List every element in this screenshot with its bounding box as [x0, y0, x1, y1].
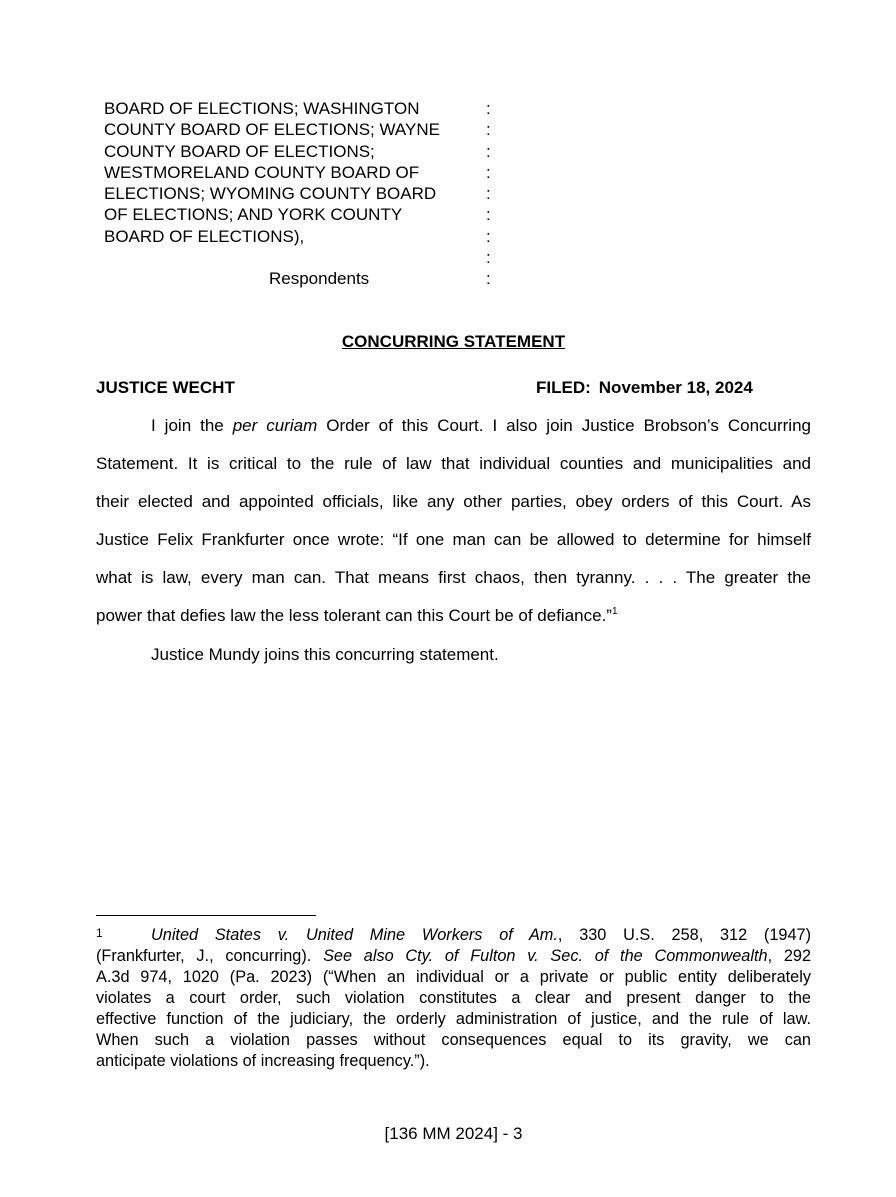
caption-colon-column	[486, 98, 491, 290]
footnote-text: , 292	[767, 947, 811, 965]
body-text: I join the	[151, 416, 233, 435]
footnote-case-name: United States v. United Mine Workers of Am.	[151, 926, 558, 944]
footnote-line: When such a violation passes without consequences equal to its gravity, we can	[96, 1031, 811, 1049]
footnote-text: (Frankfurter, J., concurring).	[96, 947, 324, 965]
body-line	[151, 415, 811, 436]
caption-colon: :	[486, 162, 491, 182]
caption-line: OF ELECTIONS; AND YORK COUNTY	[104, 205, 403, 225]
caption-colon: :	[486, 226, 491, 246]
caption-line: WESTMORELAND COUNTY BOARD OF	[104, 162, 420, 182]
footnote-number: 1	[96, 926, 103, 940]
footnote-line	[96, 946, 811, 967]
footnote-line: anticipate violations of increasing frequency.”).	[96, 1052, 430, 1070]
filed-date-value: November 18, 2024	[598, 378, 753, 397]
body-italic-text: per curiam	[232, 416, 318, 435]
caption-line: ELECTIONS; WYOMING COUNTY BOARD	[104, 184, 437, 204]
author-justice: JUSTICE WECHT	[96, 378, 235, 397]
caption-colon: :	[486, 99, 491, 118]
body-line: Justice Mundy joins this concurring statement.	[151, 645, 499, 664]
body-line	[96, 605, 618, 626]
footnote-citation: , 330 U.S. 258, 312 (1947)	[557, 926, 811, 944]
caption-colon: :	[486, 184, 491, 204]
caption-colon: :	[486, 248, 491, 268]
footnote-line: A.3d 974, 1020 (Pa. 2023) (“When an individual or a private or public entity deliberately	[96, 968, 811, 986]
caption-line: COUNTY BOARD OF ELECTIONS; WAYNE	[104, 120, 440, 140]
caption-colon: :	[486, 141, 491, 161]
body-line: their elected and appointed officials, like any other parties, obey orders of this Court. As	[96, 492, 811, 511]
caption-colon: :	[486, 205, 491, 225]
filed-date	[536, 377, 753, 398]
body-line: Justice Felix Frankfurter once wrote: “If one man can be allowed to determine for himself	[96, 530, 811, 549]
body-line: Statement. It is critical to the rule of law that individual counties and municipalities and	[96, 454, 811, 473]
document-title: CONCURRING STATEMENT	[341, 332, 566, 351]
caption-line: COUNTY BOARD OF ELECTIONS;	[104, 141, 375, 161]
respondents-label: Respondents	[269, 269, 370, 288]
caption-colon: :	[486, 269, 491, 289]
page-footer: [136 MM 2024] - 3	[384, 1124, 523, 1143]
body-text: Order of this Court. I also join Justice Brobson’s Concurring	[317, 416, 811, 435]
caption-line: BOARD OF ELECTIONS; WASHINGTON	[104, 99, 420, 118]
caption-colon: :	[486, 120, 491, 140]
case-caption	[104, 98, 440, 247]
footnote-text	[151, 925, 811, 946]
caption-line: BOARD OF ELECTIONS),	[104, 226, 305, 246]
footnote-line: violates a court order, such violation constitutes a clear and present danger to the	[96, 989, 811, 1007]
footnote-line	[96, 925, 811, 946]
filed-label: FILED:	[536, 378, 591, 397]
footnote-divider	[96, 915, 316, 916]
body-text: power that defies law the less tolerant can this Court be of defiance.”	[96, 606, 612, 625]
footnote-line: effective function of the judiciary, the orderly administration of justice, and the rule of law.	[96, 1010, 811, 1028]
body-line: what is law, every man can. That means first chaos, then tyranny. . . . The greater the	[96, 568, 811, 587]
footnote-reference[interactable]: 1	[611, 606, 618, 617]
footnote-case-name: See also Cty. of Fulton v. Sec. of the Commonwealth	[323, 947, 768, 965]
